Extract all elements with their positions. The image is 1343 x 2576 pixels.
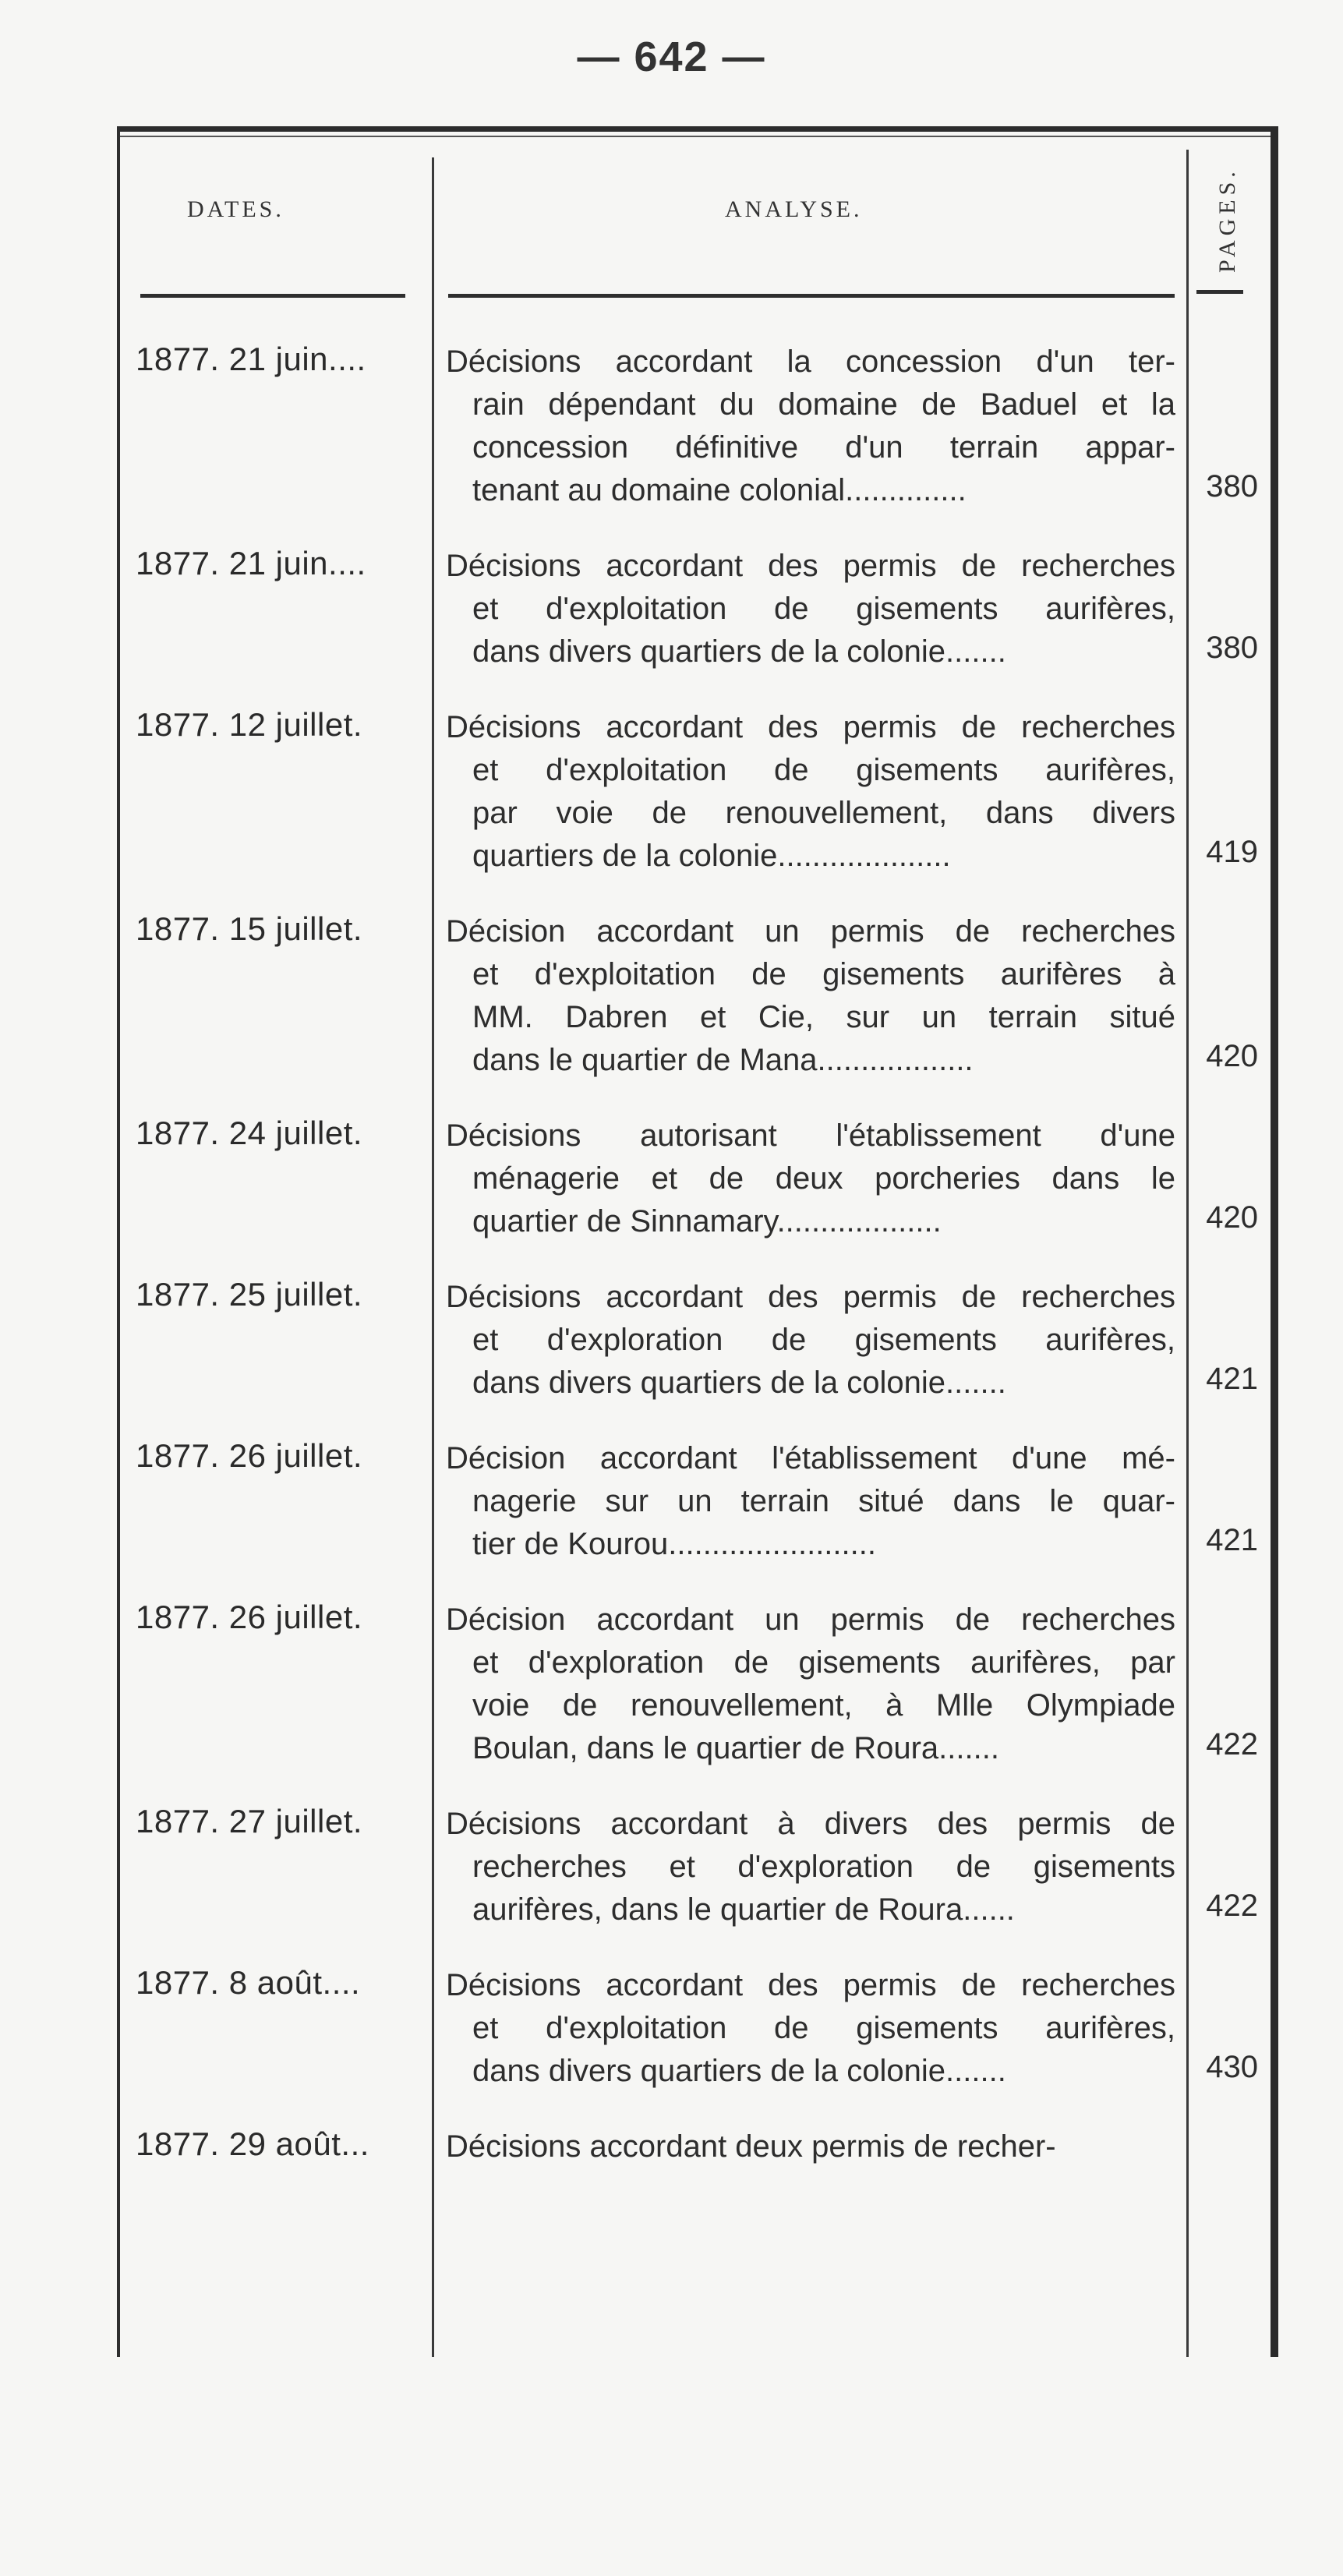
header-analyse: ANALYSE. <box>725 196 863 222</box>
page-number: — 642 — <box>577 34 766 80</box>
analysis-line: Décisions accordant la concession d'un ter- <box>446 345 1175 379</box>
entry-page-ref: 419 <box>1206 835 1258 869</box>
entry-analysis <box>446 910 1175 1082</box>
entry-date: 1877. 25 juillet. <box>136 1276 363 1313</box>
header-rule-dates <box>140 294 405 298</box>
entry-date: 1877. 24 juillet. <box>136 1115 363 1151</box>
analysis-line: Décisions accordant des permis de recherches <box>446 1280 1175 1314</box>
analysis-line: et d'exploitation de gisements aurifères, <box>472 753 1175 787</box>
entry-analysis <box>446 706 1175 878</box>
analysis-line: Décisions accordant des permis de recherches <box>446 710 1175 744</box>
table-left-border <box>117 126 120 2357</box>
analysis-line: et d'exploitation de gisements aurifères, <box>472 592 1175 626</box>
analysis-line: dans divers quartiers de la colonie....... <box>472 2054 1006 2088</box>
analysis-line: dans divers quartiers de la colonie....... <box>472 634 1006 669</box>
analysis-line: Décisions autorisant l'établissement d'une <box>446 1118 1175 1153</box>
entry-analysis <box>446 1115 1175 1243</box>
analysis-line: et d'exploration de gisements aurifères, par <box>472 1645 1175 1680</box>
analysis-line: recherches et d'exploration de gisements <box>472 1850 1175 1884</box>
entry-date: 1877. 29 août... <box>136 2125 369 2162</box>
analysis-line: aurifères, dans le quartier de Roura...... <box>472 1892 1015 1927</box>
entry-analysis <box>446 1276 1175 1405</box>
analysis-line: dans divers quartiers de la colonie....... <box>472 1366 1006 1400</box>
table-right-border <box>1271 126 1278 2357</box>
analysis-line: Décisions accordant deux permis de recher- <box>446 2129 1056 2164</box>
column-divider-dates <box>432 157 434 2357</box>
analysis-line: Décisions accordant à divers des permis de <box>446 1807 1175 1841</box>
entry-page-ref: 420 <box>1206 1039 1258 1073</box>
entry-date: 1877. 21 juin.... <box>136 545 366 581</box>
analysis-line: Décisions accordant des permis de recherches <box>446 1968 1175 2002</box>
analysis-line: ménagerie et de deux porcheries dans le <box>472 1161 1175 1196</box>
pages-header-divider <box>1186 150 1189 290</box>
analysis-line: Décision accordant l'établissement d'une mé- <box>446 1441 1175 1475</box>
analysis-line: concession définitive d'un terrain appar- <box>472 430 1175 465</box>
entry-date: 1877. 27 juillet. <box>136 1803 363 1839</box>
analysis-line: tenant au domaine colonial.............. <box>472 473 967 507</box>
entry-page-ref: 422 <box>1206 1889 1258 1923</box>
analysis-line: et d'exploration de gisements aurifères, <box>472 1323 1175 1357</box>
table-top-rule <box>117 126 1278 132</box>
analysis-line: tier de Kourou........................ <box>472 1527 876 1561</box>
analysis-line: Décision accordant un permis de recherches <box>446 914 1175 949</box>
entry-page-ref: 430 <box>1206 2050 1258 2084</box>
column-divider-pages <box>1186 274 1189 2357</box>
analysis-line: dans le quartier de Mana.................. <box>472 1043 974 1077</box>
entry-page-ref: 420 <box>1206 1200 1258 1235</box>
header-rule-pages <box>1196 290 1243 294</box>
analysis-line: et d'exploitation de gisements aurifères, <box>472 2011 1175 2045</box>
analysis-line: rain dépendant du domaine de Baduel et la <box>472 387 1175 422</box>
entry-analysis <box>446 1599 1175 1770</box>
entry-analysis <box>446 2125 1175 2168</box>
analysis-line: nagerie sur un terrain situé dans le quar- <box>472 1484 1175 1518</box>
entry-date: 1877. 15 juillet. <box>136 910 363 947</box>
entry-date: 1877. 26 juillet. <box>136 1437 363 1474</box>
entry-page-ref: 380 <box>1206 469 1258 504</box>
entry-date: 1877. 12 juillet. <box>136 706 363 743</box>
analysis-line: quartiers de la colonie.................... <box>472 839 951 873</box>
entry-analysis <box>446 341 1175 512</box>
table-top-thin-rule <box>117 136 1278 137</box>
analysis-line: quartier de Sinnamary................... <box>472 1204 942 1239</box>
entry-page-ref: 422 <box>1206 1727 1258 1762</box>
entry-analysis <box>446 1437 1175 1566</box>
entry-analysis <box>446 1964 1175 2093</box>
index-table <box>117 126 1278 2357</box>
entry-date: 1877. 21 juin.... <box>136 341 366 377</box>
entry-page-ref: 421 <box>1206 1523 1258 1557</box>
entry-page-ref: 421 <box>1206 1362 1258 1396</box>
entry-analysis <box>446 545 1175 673</box>
entry-date: 1877. 8 août.... <box>136 1964 361 2001</box>
entry-date: 1877. 26 juillet. <box>136 1599 363 1635</box>
analysis-line: et d'exploitation de gisements aurifères à <box>472 957 1175 991</box>
analysis-line: par voie de renouvellement, dans divers <box>472 796 1175 830</box>
entry-analysis <box>446 1803 1175 1931</box>
analysis-line: Décisions accordant des permis de recherches <box>446 549 1175 583</box>
header-pages: PAGES. <box>1214 167 1240 273</box>
analysis-line: Décision accordant un permis de recherches <box>446 1602 1175 1637</box>
header-dates: DATES. <box>187 196 285 222</box>
header-rule-analyse <box>448 294 1175 298</box>
entry-page-ref: 380 <box>1206 631 1258 665</box>
analysis-line: MM. Dabren et Cie, sur un terrain situé <box>472 1000 1175 1034</box>
analysis-line: voie de renouvellement, à Mlle Olympiade <box>472 1688 1175 1723</box>
analysis-line: Boulan, dans le quartier de Roura....... <box>472 1731 999 1765</box>
